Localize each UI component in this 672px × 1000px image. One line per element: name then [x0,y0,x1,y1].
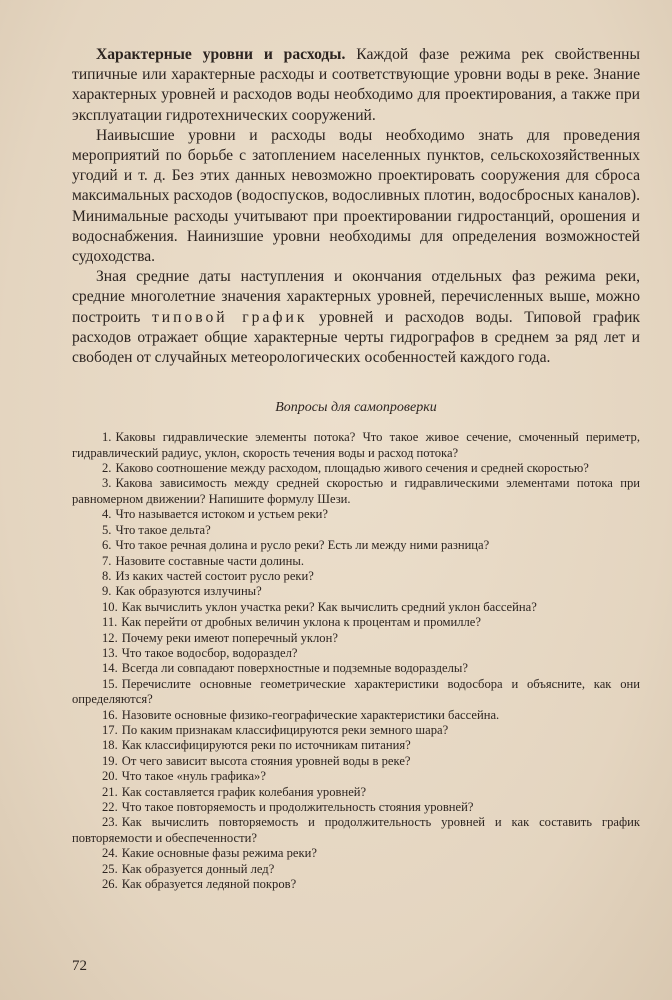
question-text: Как образуется донный лед? [121,861,275,876]
question-text: Что такое «нуль графика»? [121,769,266,784]
question-item [72,646,640,661]
question-text: Почему реки имеют поперечный уклон? [121,630,338,645]
question-text: Что такое водосбор, водораздел? [121,645,298,660]
question-text: Каково соотношение между расходом, площадью живого сечения и средней скоростью? [115,461,589,476]
question-number: 10. [102,599,118,614]
paragraph-text: Наивысшие уровни и расходы воды необходимо знать для проведения мероприятий по борьбе с затоплением населенных пунктов, сельскохозяйственных угодий и т. д. Без этих данных невозможно проектировать сооружения для сброса максимальных расходов (водоспусков, водосливных плотин, водосбросных каналов). Минимальные расходы учитывают при проектировании гидростанций, орошения и водоснабжения. Наинизшие уровни необходимы для определения возможностей судоходства. [72,126,640,266]
question-number: 20. [102,769,118,784]
question-item [72,708,640,723]
question-item [72,430,640,461]
question-text: Как перейти от дробных величин уклона к процентам и промилле? [121,615,481,630]
paragraph-text-after: уровней и расходов воды. Типовой график расходов отражает общие характерные черты гидрографов в среднем за ряд лет и свободен от случайных метеорологических особенностей каждого года. [72,308,640,367]
question-number: 8. [102,568,112,583]
question-number: 18. [102,738,118,753]
question-number: 7. [102,553,112,568]
question-text: Что такое дельта? [115,522,211,537]
questions-list [72,430,640,892]
question-number: 9. [102,584,112,599]
question-number: 11. [102,615,118,630]
question-number: 26. [102,877,118,892]
question-item [72,631,640,646]
question-item [72,507,640,522]
question-text: Назовите составные части долины. [115,553,305,568]
question-number: 17. [102,722,118,737]
paragraph-typical-graph [72,267,640,368]
question-item [72,738,640,753]
question-item [72,476,640,507]
question-text: Каковы гидравлические элементы потока? Что такое живое сечение, смоченный периметр, гидравлический радиус, уклон, скорость течения воды и расход потока? [72,430,640,460]
question-text: Как составляется график колебания уровней? [121,784,367,799]
question-number: 12. [102,630,118,645]
page-number: 72 [72,958,87,974]
question-item [72,615,640,630]
question-text: Что такое речная долина и русло реки? Есть ли между ними разница? [115,538,490,553]
question-number: 4. [102,507,112,522]
question-text: Как вычислить повторяемость и продолжительность уровней и как составить график повторяемости и обеспеченности? [72,815,640,845]
paragraph-characteristic-levels [72,45,640,126]
question-number: 21. [102,784,118,799]
question-item [72,877,640,892]
question-item [72,461,640,476]
question-text: Какова зависимость между средней скоростью и гидравлическими элементами потока при равномерном движении? Напишите формулу Шези. [72,476,640,506]
question-item [72,661,640,676]
question-text: Как образуются излучины? [115,584,262,599]
question-item [72,538,640,553]
spaced-emphasis-term: типовой график [151,308,308,326]
question-text: Как образуется ледяной покров? [121,877,297,892]
question-text: Всегда ли совпадают поверхностные и подземные водоразделы? [121,661,468,676]
question-item [72,769,640,784]
question-item [72,723,640,738]
question-text: Назовите основные физико-географические характеристики бассейна. [121,707,500,722]
question-item [72,584,640,599]
question-text: Из каких частей состоит русло реки? [115,568,314,583]
question-item [72,754,640,769]
page-content [72,45,640,892]
question-number: 22. [102,800,118,814]
question-item [72,600,640,615]
question-number: 2. [102,461,112,476]
question-number: 1. [102,430,112,445]
question-number: 13. [102,645,118,660]
paragraph-highest-levels [72,126,640,267]
question-number: 15. [102,676,118,691]
question-text: Что называется истоком и устьем реки? [115,507,329,522]
question-number: 25. [102,861,118,876]
question-item [72,815,640,846]
question-text: Как классифицируются реки по источникам питания? [121,738,411,753]
question-text: По каким признакам классифицируются реки земного шара? [121,722,449,737]
question-number: 6. [102,538,112,553]
question-text: Какие основные фазы режима реки? [121,846,317,861]
question-item [72,846,640,861]
paragraph-text: Каждой фазе режима рек свойственны типичные или характерные расходы и соответствующие уровни воды в реке. Знание характерных уровней и расходов воды необходимо для проектирования, а также при эксплуатации гидротехнических сооружений. [72,46,640,124]
question-number: 14. [102,661,118,676]
question-number: 16. [102,707,118,722]
paragraph-lead-heading: Характерные уровни и расходы. [96,46,346,63]
question-item [72,569,640,584]
question-text: Что такое повторяемость и продолжительность стояния уровней? [121,800,474,814]
question-text: Перечислите основные геометрические характеристики водосбора и объясните, как они определяются? [72,676,640,707]
question-item [72,523,640,538]
question-text: От чего зависит высота стояния уровней воды в реке? [121,753,411,768]
paragraph-text-before: Зная средние даты наступления и окончания отдельных фаз режима реки, средние многолетние значения характерных уровней, перечисленных выше, можно построить [72,268,640,326]
question-item [72,785,640,800]
question-number: 23. [102,815,118,830]
question-item [72,862,640,877]
question-item [72,677,640,708]
questions-section-title: Вопросы для самопроверки [275,400,437,416]
question-item [72,800,640,815]
question-item [72,554,640,569]
question-number: 19. [102,753,118,768]
question-number: 3. [102,476,112,491]
question-number: 5. [102,522,112,537]
question-number: 24. [102,846,118,861]
question-text: Как вычислить уклон участка реки? Как вычислить средний уклон бассейна? [121,599,537,614]
